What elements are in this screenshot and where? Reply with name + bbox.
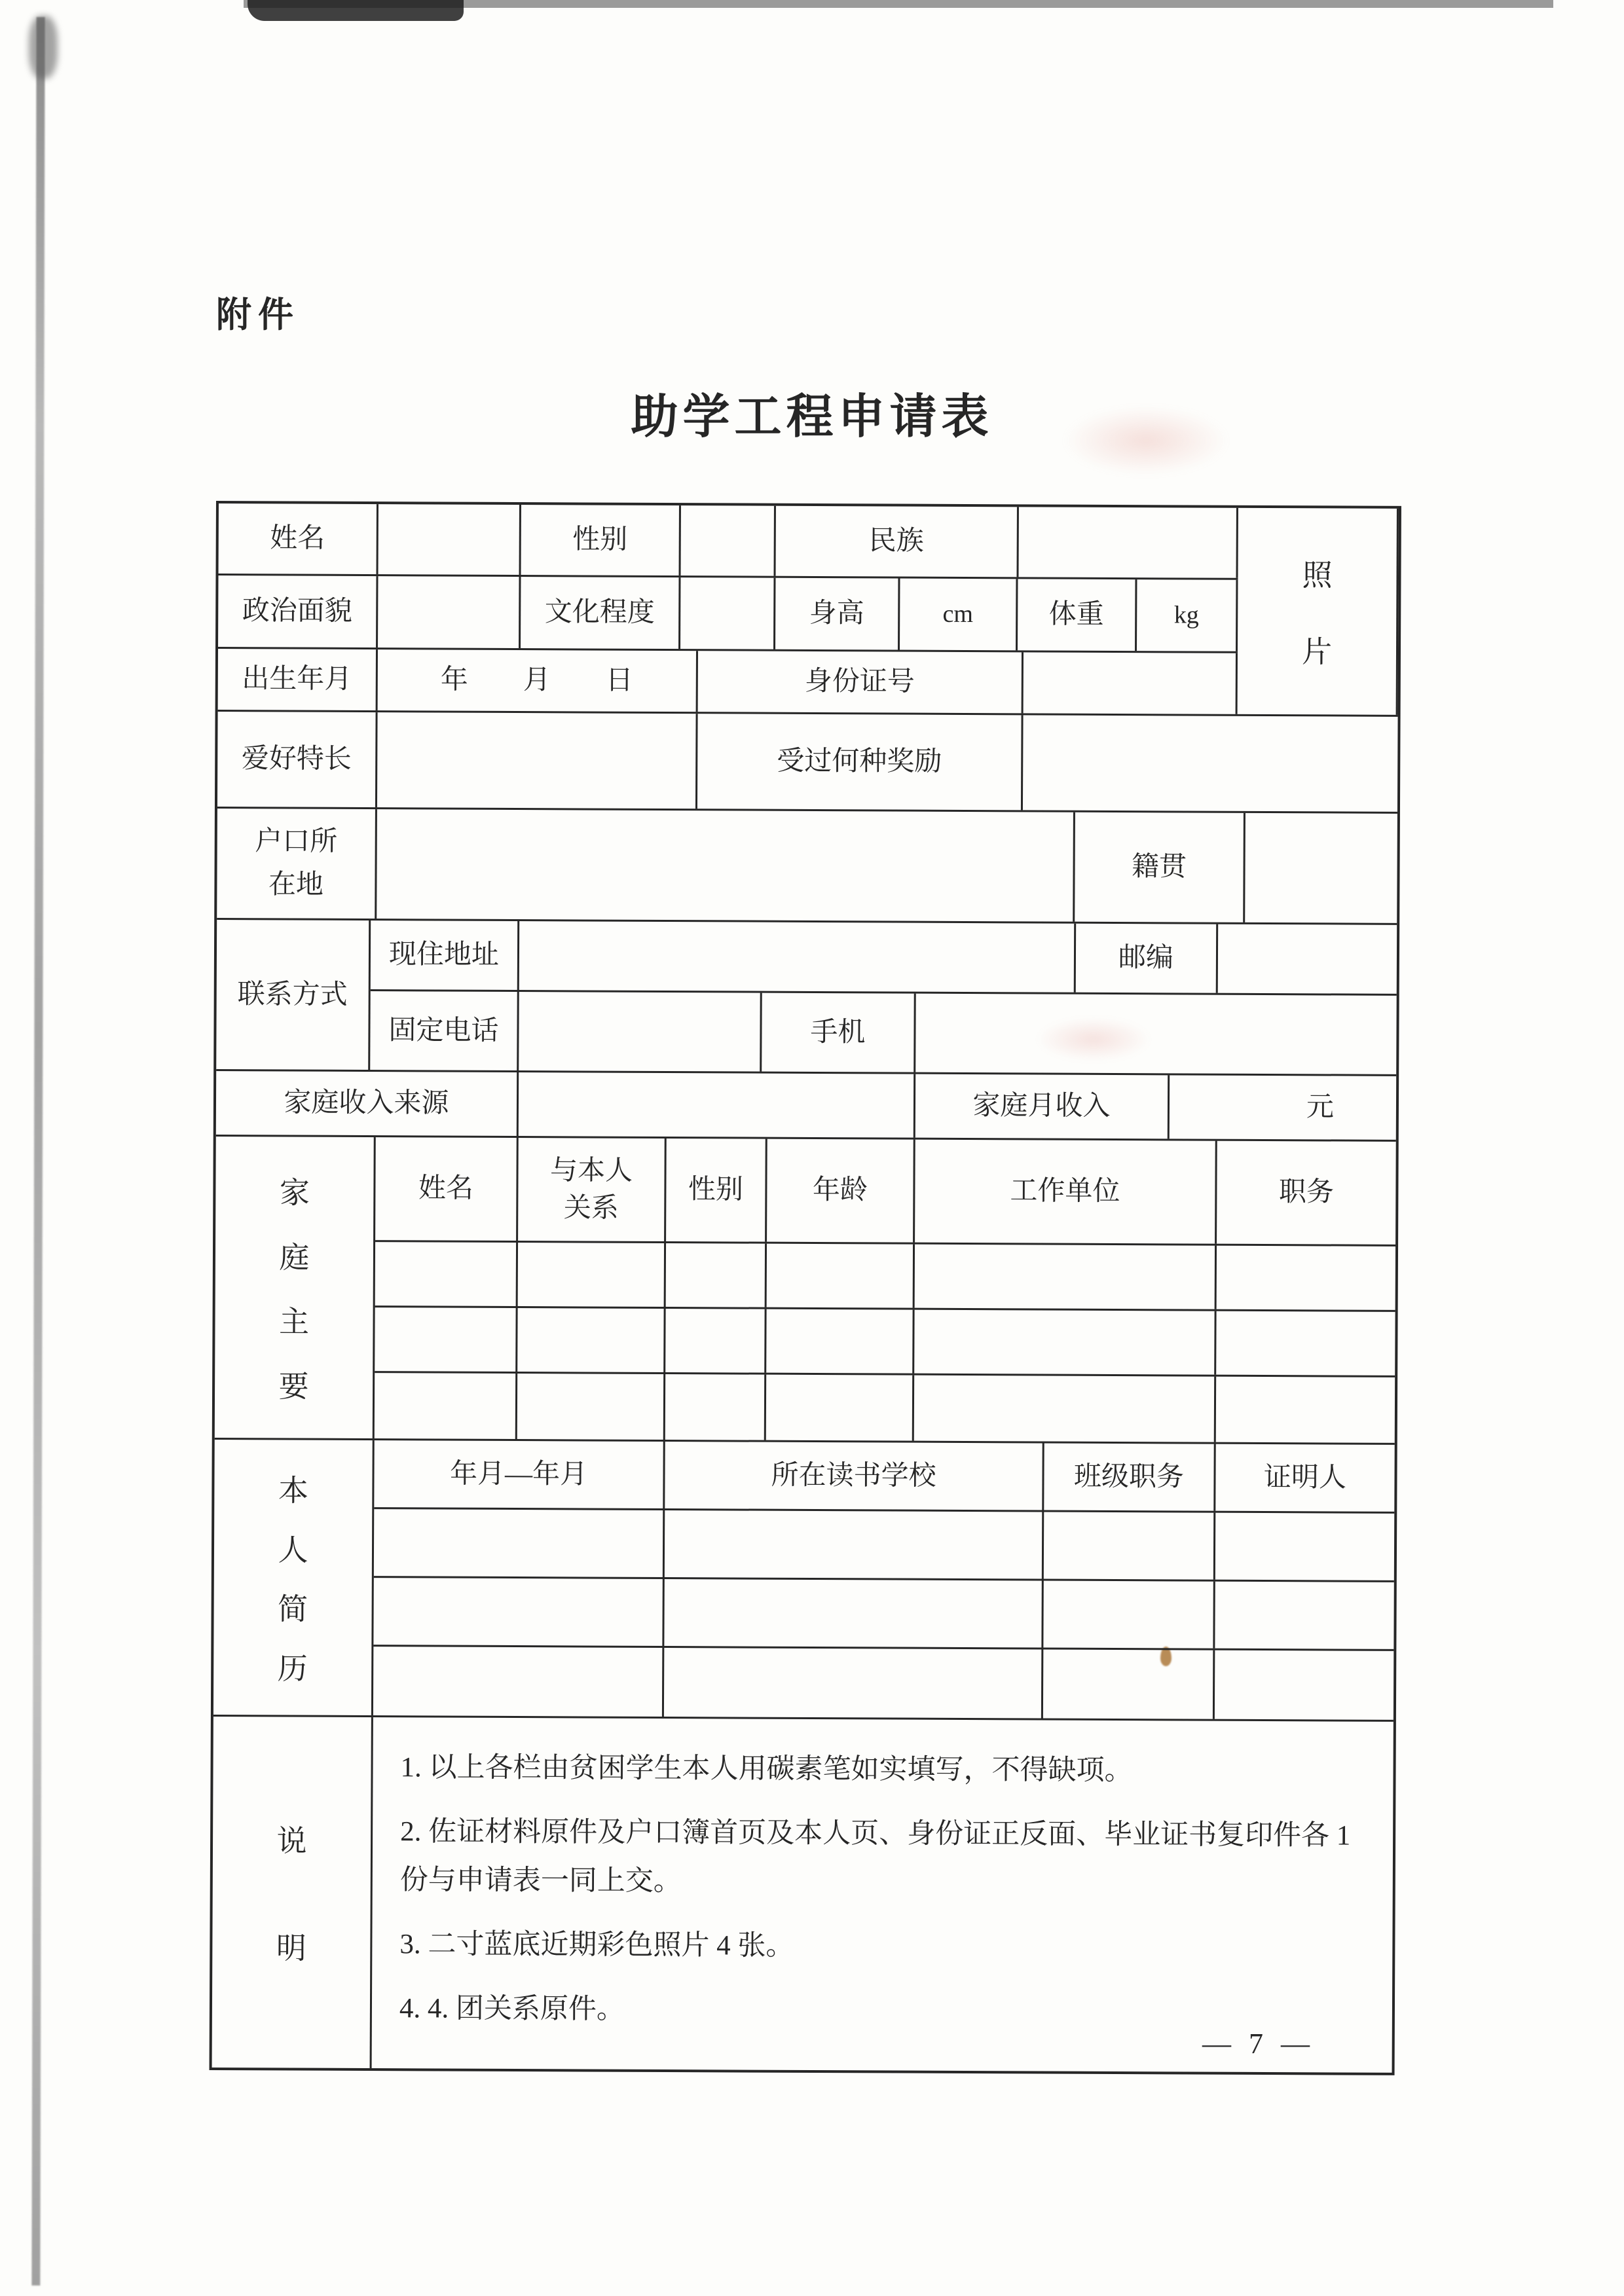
resume-entry-cell <box>374 1509 665 1577</box>
family-member-cell <box>914 1310 1216 1375</box>
weight-unit-cell: kg <box>1137 579 1238 651</box>
landline-value-cell <box>519 992 762 1072</box>
resume-header-class-position: 班级职务 <box>1044 1444 1215 1511</box>
family-member-cell <box>375 1373 517 1439</box>
attachment-label: 附件 <box>216 295 300 335</box>
table-row <box>217 809 1397 925</box>
table-row <box>370 991 1397 1074</box>
family-member-cell <box>767 1244 915 1308</box>
income-source-value-cell <box>519 1072 915 1138</box>
photo-label-char: 片 <box>1301 634 1333 669</box>
resume-header-period: 年月—年月 <box>374 1440 665 1508</box>
photo-cell <box>1238 508 1399 715</box>
native-place-label: 籍贯 <box>1075 812 1246 922</box>
family-member-cell <box>666 1243 767 1307</box>
resume-header-school: 所在读书学校 <box>665 1442 1044 1510</box>
family-section-char: 庭 <box>279 1241 310 1275</box>
note-item: 3. 二寸蓝底近期彩色照片 4 张。 <box>399 1929 794 1961</box>
income-source-label: 家庭收入来源 <box>216 1071 519 1136</box>
resume-entry-cell <box>1215 1582 1393 1649</box>
resume-entry-row <box>373 1647 1393 1720</box>
resume-entry-cell <box>1215 1650 1393 1720</box>
political-status-label: 政治面貌 <box>218 575 378 647</box>
birth-date-format-cell: 年 月 日 <box>378 649 698 712</box>
family-member-cell <box>915 1245 1217 1309</box>
resume-entry-cell <box>373 1578 664 1646</box>
family-member-cell <box>375 1242 518 1306</box>
notes-section-char: 明 <box>276 1931 306 1965</box>
native-place-value-cell <box>1245 813 1397 923</box>
family-header-age: 年龄 <box>767 1139 915 1243</box>
family-member-cell <box>1216 1311 1395 1376</box>
notes-content <box>372 1717 1393 2073</box>
hobbies-label: 爱好特长 <box>217 712 378 807</box>
postal-code-value-cell <box>1218 924 1397 994</box>
application-form-table <box>210 501 1401 2075</box>
notes-section-char: 说 <box>276 1824 307 1858</box>
name-value-cell <box>378 504 521 575</box>
resume-header-reference: 证明人 <box>1263 1462 1347 1493</box>
resume-section-char: 本 <box>278 1474 309 1508</box>
political-status-value-cell <box>378 576 521 648</box>
awards-label: 受过何种奖励 <box>697 714 1024 810</box>
ethnicity-label: 民族 <box>776 506 1019 577</box>
address-value-cell <box>519 921 1076 993</box>
monthly-income-label: 家庭月收入 <box>915 1074 1170 1139</box>
table-row <box>217 712 1398 814</box>
resume-entry-cell <box>664 1579 1043 1648</box>
form-title: 助学工程申请表 <box>631 391 993 443</box>
contact-section-label: 联系方式 <box>216 920 371 1070</box>
family-section-char: 家 <box>279 1176 310 1210</box>
monthly-income-unit-cell: 元 <box>1306 1092 1335 1123</box>
note-item: 1. 以上各栏由贫困学生本人用碳素笔如实填写，不得缺项。 <box>400 1752 1133 1787</box>
note-item: 4. 4. 团关系原件。 <box>399 1993 625 2025</box>
family-member-cell <box>665 1374 766 1440</box>
scan-left-edge-artifact <box>31 17 45 2286</box>
table-row <box>218 575 1238 653</box>
family-member-cell <box>518 1243 666 1307</box>
resume-entry-cell <box>664 1648 1043 1719</box>
family-header-relation-text: 与本人关系 <box>549 1156 633 1224</box>
resume-entry-cell <box>665 1510 1044 1579</box>
weight-label: 体重 <box>1018 579 1137 651</box>
name-label: 姓名 <box>219 503 378 574</box>
note-item: 2. 佐证材料原件及户口簿首页及本人页、身份证正反面、毕业证书复印件各 1 份与申请表一同上交。 <box>399 1816 1351 1897</box>
height-unit-cell: cm <box>900 579 1018 651</box>
table-row <box>219 503 1238 580</box>
scan-top-corner-mark <box>248 0 464 21</box>
family-member-cell <box>1216 1377 1395 1443</box>
family-section-char: 要 <box>278 1370 309 1404</box>
family-member-cell <box>517 1308 665 1372</box>
family-members-block <box>215 1137 1396 1445</box>
family-member-cell <box>517 1374 665 1440</box>
resume-entry-cell <box>1044 1512 1215 1580</box>
family-header-relation <box>518 1138 667 1241</box>
contact-block <box>216 920 1397 1076</box>
postal-code-label: 邮编 <box>1076 924 1218 993</box>
residence-value-cell <box>377 809 1075 922</box>
gender-label: 性别 <box>521 505 681 575</box>
education-level-value-cell <box>680 577 775 649</box>
hobbies-value-cell <box>377 712 698 809</box>
basic-info-block <box>218 503 1399 717</box>
resume-entry-row <box>373 1578 1393 1651</box>
family-member-cell <box>1217 1246 1395 1310</box>
birth-date-label: 出生年月 <box>218 649 378 710</box>
resume-header-row <box>374 1440 1394 1514</box>
notes-block <box>212 1717 1393 2073</box>
education-level-label: 文化程度 <box>521 577 680 649</box>
family-member-cell <box>766 1375 914 1441</box>
resume-entry-row <box>374 1509 1394 1582</box>
resume-section-label <box>213 1440 375 1715</box>
family-member-cell <box>665 1309 766 1373</box>
family-member-cell <box>766 1309 914 1374</box>
height-label: 身高 <box>775 578 900 650</box>
family-member-cell <box>375 1307 517 1372</box>
scan-left-edge-smudge <box>29 16 58 79</box>
resume-section-char: 简 <box>278 1592 308 1627</box>
table-row <box>371 920 1397 996</box>
family-member-row <box>375 1373 1395 1443</box>
resume-block <box>213 1440 1395 1722</box>
family-header-row <box>375 1137 1396 1247</box>
family-member-cell <box>914 1376 1216 1442</box>
resume-section-char: 历 <box>277 1652 308 1686</box>
family-member-row <box>375 1242 1395 1312</box>
family-section-label <box>215 1137 376 1438</box>
notes-section-label <box>212 1717 373 2068</box>
awards-value-cell <box>1023 715 1398 811</box>
family-member-row <box>375 1307 1395 1377</box>
photo-label-char: 照 <box>1302 558 1333 592</box>
landline-label: 固定电话 <box>370 991 519 1070</box>
family-header-gender: 性别 <box>666 1139 767 1242</box>
resume-entry-cell <box>1043 1581 1215 1649</box>
family-section-char: 主 <box>278 1305 310 1339</box>
resume-section-char: 人 <box>278 1533 308 1567</box>
residence-label-text: 户口所在地 <box>255 826 338 900</box>
page-number: — 7 — <box>1202 2028 1315 2060</box>
scan-top-edge-artifact <box>244 0 1553 8</box>
id-number-value-cell <box>1024 652 1238 714</box>
residence-label <box>217 809 377 919</box>
mobile-value-cell <box>915 994 1397 1074</box>
resume-entry-cell <box>1043 1650 1215 1719</box>
family-header-name: 姓名 <box>375 1137 519 1241</box>
table-row <box>218 649 1238 714</box>
id-number-label: 身份证号 <box>698 651 1024 713</box>
ethnicity-value-cell <box>1019 507 1238 577</box>
address-label: 现住地址 <box>371 920 519 990</box>
family-header-workplace: 工作单位 <box>915 1140 1217 1244</box>
resume-entry-cell <box>1215 1513 1394 1580</box>
mobile-label: 手机 <box>762 993 916 1072</box>
resume-entry-cell <box>373 1647 664 1717</box>
gender-value-cell <box>681 505 776 576</box>
family-header-position: 职务 <box>1278 1177 1335 1208</box>
table-row <box>216 1071 1396 1142</box>
